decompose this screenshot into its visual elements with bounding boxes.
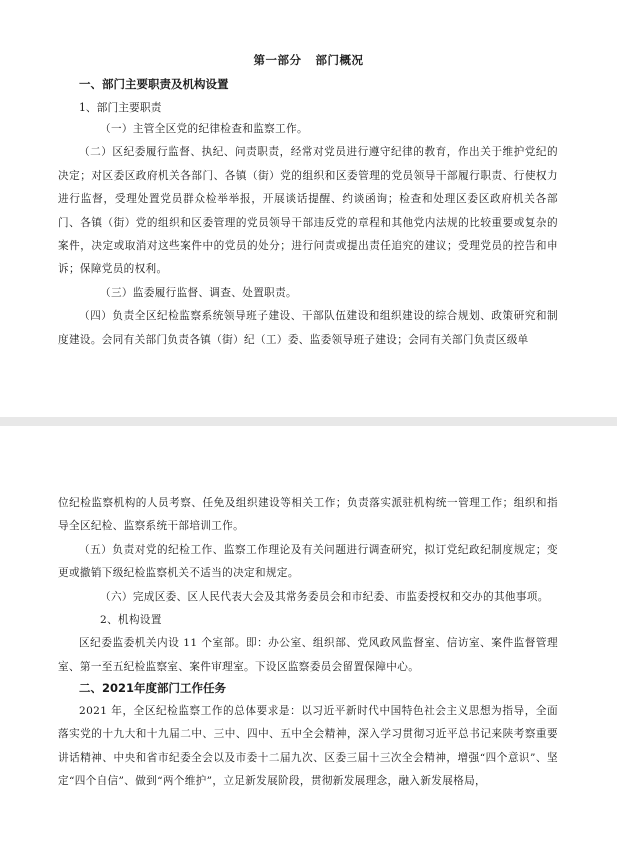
paragraph: 位纪检监察机构的人员考察、任免及组织建设等相关工作；负责落实派驻机构统一管理工作；组织和指导全区纪检、监察系统干部培训工作。 (58, 497, 558, 533)
duties-body (0, 118, 617, 352)
duties-continued (0, 492, 617, 679)
page-title (0, 52, 617, 68)
section-heading-2: 二、2021年度部门工作任务 (79, 681, 227, 695)
paragraph: 2021 年，全区纪检监察工作的总体要求是：以习近平新时代中国特色社会主义思想为指导，全面落实党的十九大和十九届二中、三中、四中、五中全会精神，深入学习贯彻习近平总书记来陕考察重要讲话精神、中央和省市纪委全会以及市委十二届九次、区委三届十三次全会精神，增强“四个意识”、坚定“四个自信”、做到“两个维护”，立足新发展阶段，贯彻新发展理念，融入新发展格局， (58, 705, 558, 788)
document-page-2 (0, 426, 617, 862)
paragraph: （一）主管全区党的纪律检查和监察工作。 (100, 123, 308, 135)
paragraph: （三）监委履行监督、调查、处置职责。 (100, 286, 297, 299)
title-name: 部门概况 (315, 53, 364, 67)
subheading-duties: 1、部门主要职责 (79, 101, 162, 114)
paragraph: 区纪委监委机关内设 11 个室部。即：办公室、组织部、党风政风监督室、信访室、案件监督管理室、第一至五纪检监察室、案件审理室。下设区监察委员会留置保障中心。 (58, 637, 558, 673)
tasks-body (0, 700, 617, 794)
paragraph: （五）负责对党的纪检工作、监察工作理论及有关问题进行调查研究，拟订党纪政纪制度规定；变更或撤销下级纪检监察机关不适当的决定和规定。 (58, 543, 558, 580)
page-gap (0, 417, 617, 426)
paragraph: （四）负责全区纪检监察系统领导班子建设、干部队伍建设和组织建设的综合规划、政策研究和制度建设。会同有关部门负责各镇（街）纪（工）委、监委领导班子建设；会同有关部门负责区级单 (58, 310, 558, 346)
subheading-structure: 2、机构设置 (100, 614, 162, 627)
title-part: 第一部分 (253, 53, 302, 67)
section-heading-1: 一、部门主要职责及机构设置 (79, 77, 229, 91)
document-page-1 (0, 0, 617, 417)
paragraph: （二）区纪委履行监督、执纪、问责职责，经常对党员进行遵守纪律的教育，作出关于维护党纪的决定；对区委区政府机关各部门、各镇（街）党的组织和区委管理的党员领导干部履行职责、行使权力进行监督，受理处置党员群众检举举报，开展谈话提醒、约谈函询；检查和处理区委区政府机关各部门、各镇（街）党的组织和区委管理的党员领导干部违反党的章程和其他党内法规的比较重要或复杂的案件，决定或取消对这些案件中的党员的处分；进行问责或提出责任追究的建议；受理党员的控告和申诉；保障党员的权利。 (58, 146, 558, 276)
paragraph: （六）完成区委、区人民代表大会及其常务委员会和市纪委、市监委授权和交办的其他事项。 (100, 590, 549, 603)
